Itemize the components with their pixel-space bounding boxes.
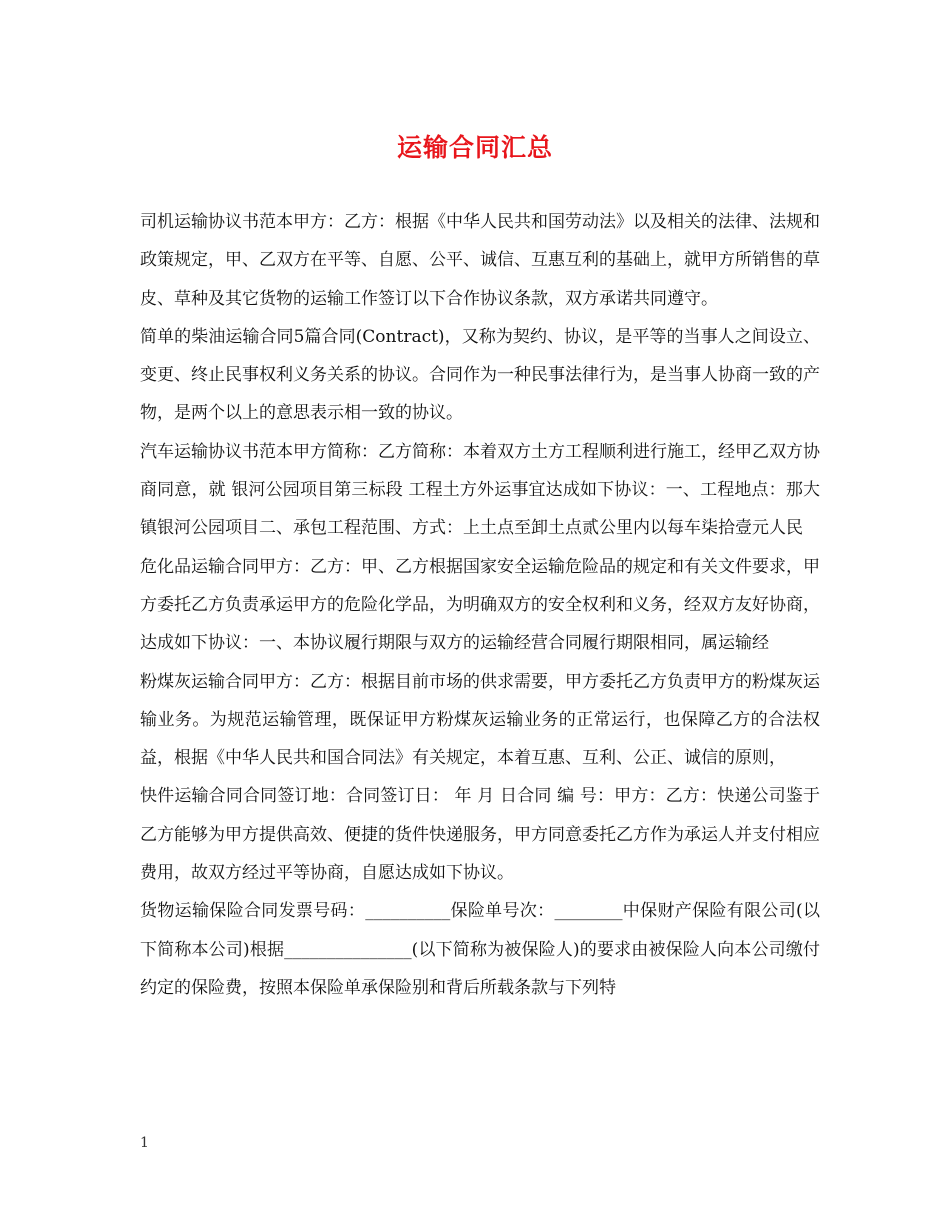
paragraph-express-transport-contract: 快件运输合同合同签订地：合同签订日： 年 月 日合同 编 号：甲方：乙方：快递公司鉴于乙方能够为甲方提供高效、便捷的货件快递服务，甲方同意委托乙方作为承运人并支付相应费用，故双方经过平等协商，自愿达成如下协议。 bbox=[140, 786, 820, 884]
paragraph-cargo-insurance-contract: 货物运输保险合同发票号码：__________保险单号次：________中保财产保险有限公司(以下简称本公司)根据_______________(以下简称为被保险人)的要求由被保险人向本公司缴付约定的保险费，按照本保险单承保险别和背后所载条款与下列特 bbox=[140, 901, 820, 998]
page-number: 1 bbox=[140, 1135, 149, 1151]
paragraph-truck-transport-agreement: 汽车运输协议书范本甲方简称：乙方简称：本着双方土方工程顺利进行施工，经甲乙双方协商同意，就 银河公园项目第三标段 工程土方外运事宜达成如下协议：一、工程地点：那大镇银河公园项目二、承包工程范围、方式：上土点至卸土点贰公里内以每车柒拾壹元人民 bbox=[140, 441, 820, 539]
paragraph-diesel-transport-contract: 简单的柴油运输合同5篇合同(Contract)，又称为契约、协议，是平等的当事人之间设立、变更、终止民事权利义务关系的协议。合同作为一种民事法律行为，是当事人协商一致的产物，是两个以上的意思表示相一致的协议。 bbox=[140, 326, 820, 424]
paragraph-driver-transport-agreement: 司机运输协议书范本甲方：乙方：根据《中华人民共和国劳动法》以及相关的法律、法规和政策规定，甲、乙双方在平等、自愿、公平、诚信、互惠互利的基础上，就甲方所销售的草皮、草种及其它货物的运输工作签订以下合作协议条款，双方承诺共同遵守。 bbox=[140, 212, 820, 309]
document-title: 运输合同汇总 bbox=[396, 133, 553, 162]
paragraph-hazardous-chemicals-contract: 危化品运输合同甲方：乙方：甲、乙方根据国家安全运输危险品的规定和有关文件要求，甲方委托乙方负责承运甲方的危险化学品，为明确双方的安全权利和义务，经双方友好协商，达成如下协议：一、本协议履行期限与双方的运输经营合同履行期限相同，属运输经 bbox=[140, 556, 820, 654]
document-body bbox=[140, 203, 820, 1007]
paragraph-fly-ash-transport-contract: 粉煤灰运输合同甲方：乙方：根据目前市场的供求需要，甲方委托乙方负责甲方的粉煤灰运输业务。为规范运输管理，既保证甲方粉煤灰运输业务的正常运行，也保障乙方的合法权益，根据《中华人民共和国合同法》有关规定，本着互惠、互利、公正、诚信的原则， bbox=[140, 671, 820, 769]
